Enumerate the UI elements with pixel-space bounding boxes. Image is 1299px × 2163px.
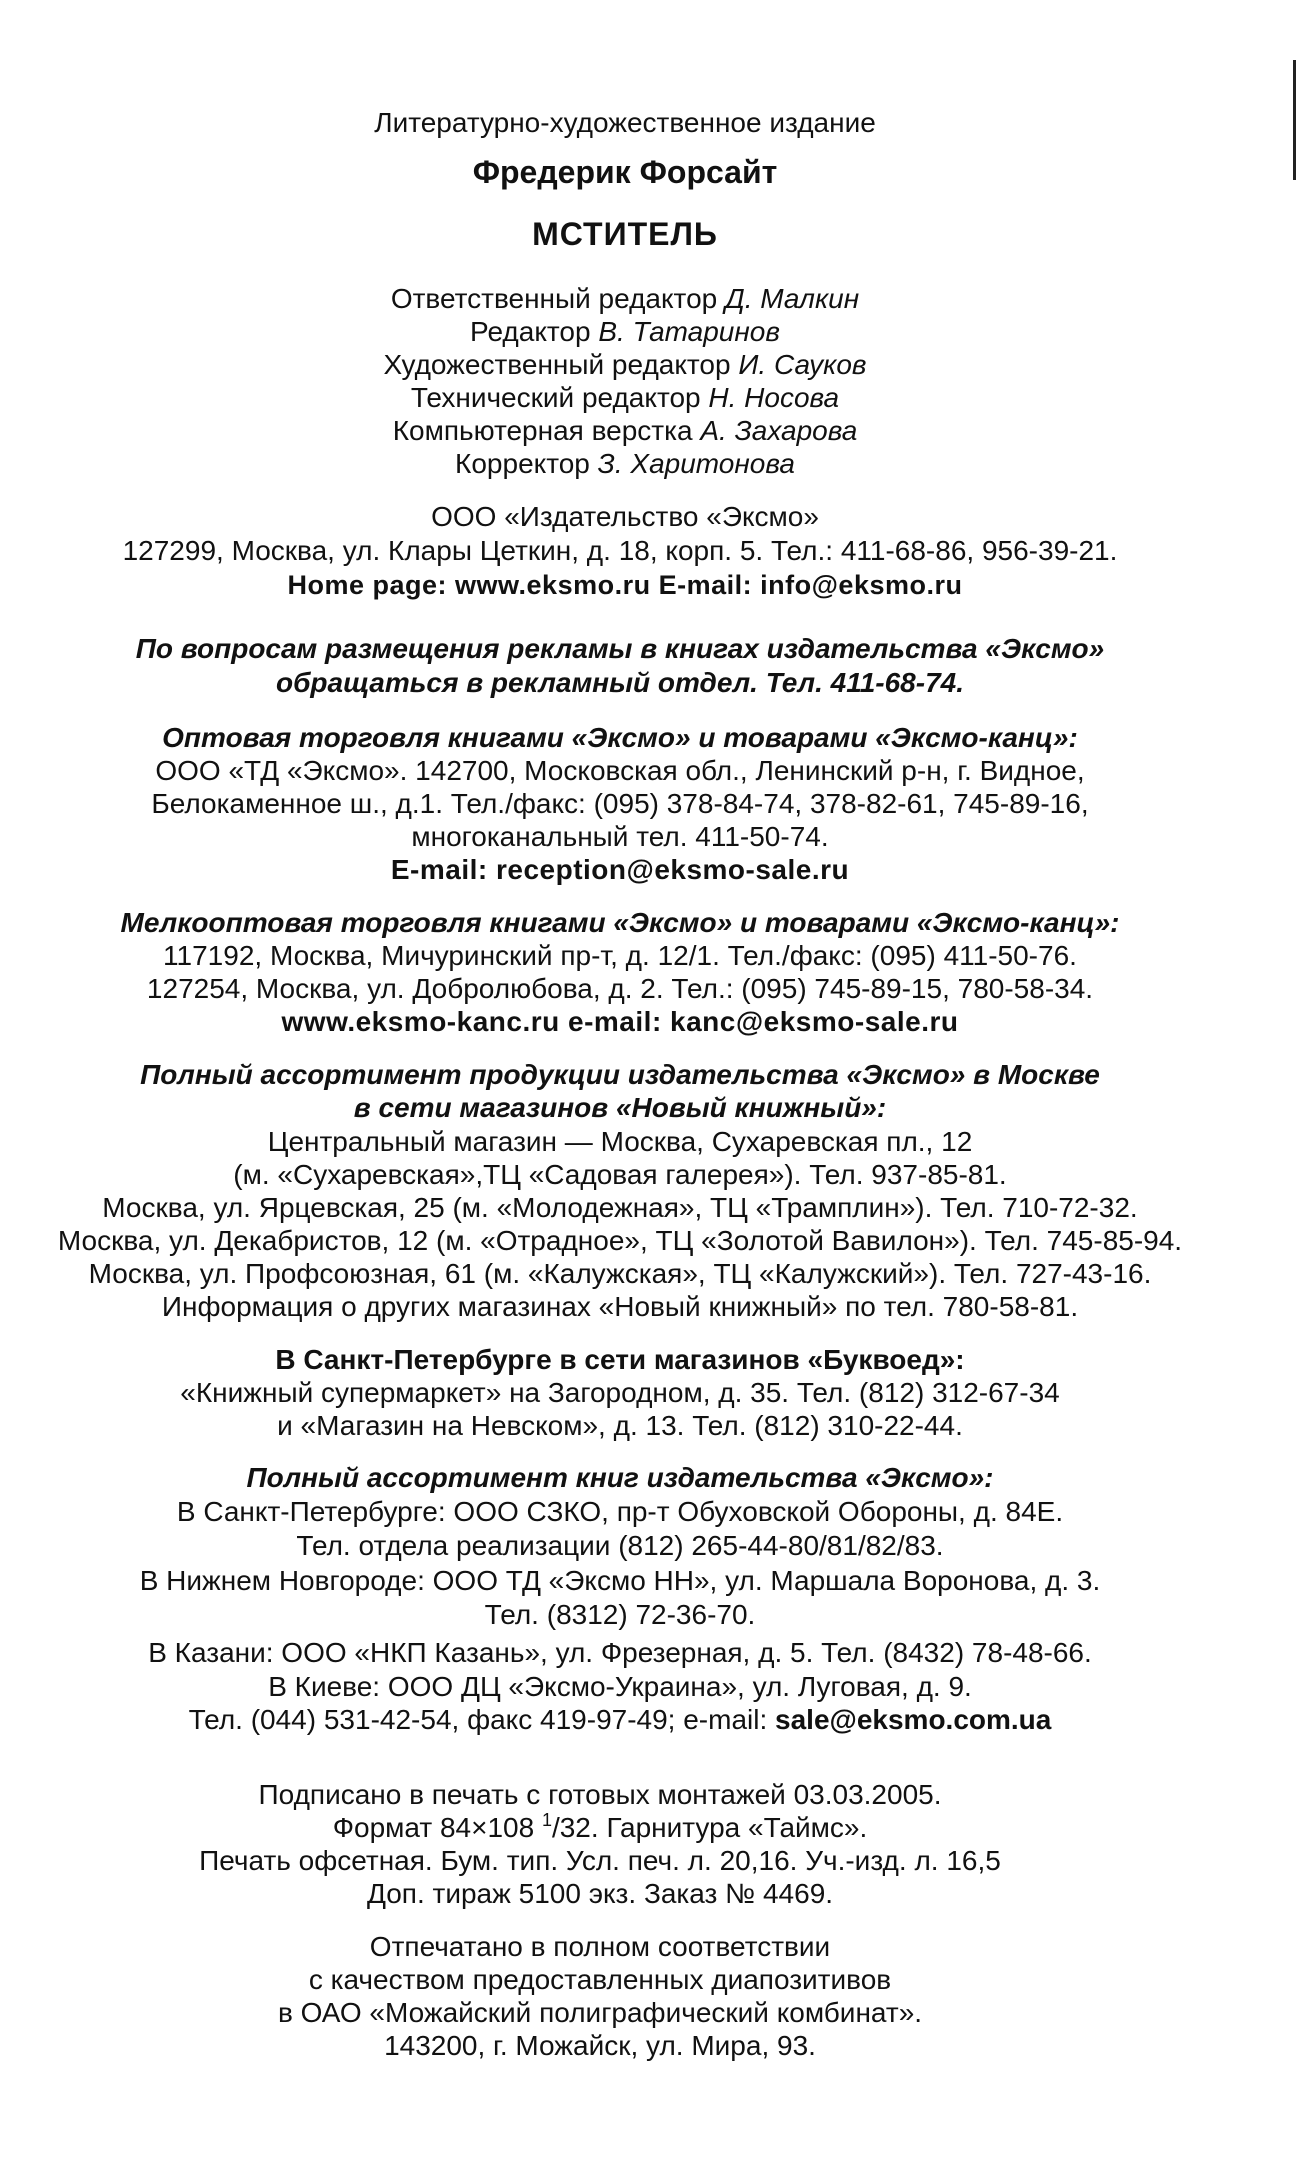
publisher-web: Home page: www.eksmo.ru E-mail: info@eksmo.ru (287, 570, 963, 600)
moscow-store-line: Центральный магазин — Москва, Сухаревская пл., 12 (267, 1126, 973, 1157)
spb-store-line: «Книжный супермаркет» на Загородном, д. 35. Тел. (812) 312-67-34 (180, 1377, 1060, 1408)
assortment-line: Тел. (8312) 72-36-70. (484, 1599, 756, 1630)
small-wholesale-heading: Мелкооптовая торговля книгами «Эксмо» и товарами «Эксмо-канц»: (120, 907, 1120, 938)
credit-name: Д. Малкин (725, 283, 860, 314)
credit-role: Корректор (455, 448, 590, 479)
moscow-store-line: Москва, ул. Ярцевская, 25 (м. «Молодежная», ТЦ «Трамплин»). Тел. 710-72-32. (102, 1192, 1138, 1223)
assortment-line-kiev-contacts (20, 1703, 1220, 1736)
credit-role: Технический редактор (410, 382, 701, 413)
moscow-stores-heading-1: Полный ассортимент продукции издательства «Эксмо» в Москве (140, 1059, 1100, 1090)
author-name: Фредерик Форсайт (472, 154, 778, 190)
assortment-line: В Нижнем Новгороде: ООО ТД «Эксмо НН», ул. Маршала Воронова, д. 3. (139, 1565, 1101, 1596)
moscow-store-line: Москва, ул. Декабристов, 12 (м. «Отрадное», ТЦ «Золотой Вавилон»). Тел. 745-85-94. (57, 1225, 1183, 1256)
printer-address: 143200, г. Можайск, ул. Мира, 93. (384, 2030, 816, 2061)
small-wholesale-line-2: 127254, Москва, ул. Добролюбова, д. 2. Тел.: (095) 745-89-15, 780-58-34. (146, 973, 1094, 1004)
credit-role: Компьютерная верстка (392, 415, 693, 446)
moscow-store-line: Москва, ул. Профсоюзная, 61 (м. «Калужская», ТЦ «Калужский»). Тел. 727-43-16. (88, 1258, 1152, 1289)
format-fraction-denominator: /32 (551, 1812, 591, 1843)
credit-role: Художественный редактор (383, 349, 731, 380)
imprint-line: Доп. тираж 5100 экз. Заказ № 4469. (366, 1878, 834, 1909)
imprint-line: Печать офсетная. Бум. тип. Усл. печ. л. 20,16. Уч.-изд. л. 16,5 (199, 1845, 1001, 1876)
edition-type: Литературно-художественное издание (374, 107, 876, 138)
small-wholesale-web: www.eksmo-kanc.ru e-mail: kanc@eksmo-sale.ru (281, 1006, 959, 1037)
printer-line: с качеством предоставленных диапозитивов (308, 1964, 892, 1995)
imprint-format: Формат 84×108 (332, 1812, 542, 1843)
wholesale-line-2: Белокаменное ш., д.1. Тел./факс: (095) 378-84-74, 378-82-61, 745-89-16, (151, 788, 1089, 819)
kiev-phones: Тел. (044) 531-42-54, факс 419-97-49; e-mail: (188, 1704, 776, 1735)
credit-line (25, 315, 1225, 348)
credit-line (25, 282, 1225, 315)
assortment-line: В Санкт-Петербурге: ООО СЗКО, пр-т Обуховской Обороны, д. 84Е. (176, 1496, 1064, 1527)
publisher-name: ООО «Издательство «Эксмо» (431, 501, 819, 532)
moscow-store-line: Информация о других магазинах «Новый книжный» по тел. 780-58-81. (161, 1291, 1079, 1322)
credit-name: А. Захарова (700, 415, 858, 446)
page-edge-mark (1293, 60, 1296, 180)
moscow-store-line: (м. «Сухаревская»,ТЦ «Садовая галерея»). Тел. 937-85-81. (233, 1159, 1007, 1190)
imprint-typeface: . Гарнитура «Таймс». (590, 1812, 868, 1843)
spb-stores-heading: В Санкт-Петербурге в сети магазинов «Буквоед»: (275, 1344, 965, 1375)
small-wholesale-line-1: 117192, Москва, Мичуринский пр-т, д. 12/1. Тел./факс: (095) 411-50-76. (163, 940, 1077, 971)
full-assortment-heading: Полный ассортимент книг издательства «Эксмо»: (246, 1462, 994, 1493)
kiev-email: sale@eksmo.com.ua (775, 1704, 1052, 1735)
advertising-line-2: обращаться в рекламный отдел. Тел. 411-68-74. (275, 667, 964, 698)
imprint-line: Подписано в печать с готовых монтажей 03.03.2005. (258, 1779, 942, 1810)
credit-name: Н. Носова (708, 382, 840, 413)
wholesale-line-1: ООО «ТД «Эксмо». 142700, Московская обл., Ленинский р-н, г. Видное, (155, 755, 1085, 786)
credit-name: В. Татаринов (598, 316, 780, 347)
spb-store-line: и «Магазин на Невском», д. 13. Тел. (812) 310-22-44. (277, 1410, 963, 1441)
book-title: МСТИТЕЛЬ (532, 216, 718, 252)
wholesale-line-3: многоканальный тел. 411-50-74. (411, 821, 829, 852)
credit-name: И. Сауков (738, 349, 867, 380)
assortment-line: В Казани: ООО «НКП Казань», ул. Фрезерная, д. 5. Тел. (8432) 78-48-66. (148, 1637, 1092, 1668)
assortment-line: Тел. отдела реализации (812) 265-44-80/81/82/83. (296, 1530, 944, 1561)
credit-line (25, 414, 1225, 447)
assortment-line: В Киеве: ООО ДЦ «Эксмо-Украина», ул. Луговая, д. 9. (268, 1671, 972, 1702)
format-fraction-numerator: 1 (541, 1810, 552, 1830)
printer-line: Отпечатано в полном соответствии (369, 1931, 831, 1962)
imprint-format-line (0, 1811, 1200, 1844)
credit-line (25, 447, 1225, 480)
advertising-line-1: По вопросам размещения рекламы в книгах издательства «Эксмо» (135, 633, 1105, 664)
wholesale-email: E-mail: reception@eksmo-sale.ru (390, 854, 850, 885)
credit-line (25, 381, 1225, 414)
credit-name: З. Харитонова (597, 448, 795, 479)
printer-line: в ОАО «Можайский полиграфический комбинат». (277, 1997, 923, 2028)
moscow-stores-heading-2: в сети магазинов «Новый книжный»: (353, 1092, 887, 1123)
publisher-address: 127299, Москва, ул. Клары Цеткин, д. 18, корп. 5. Тел.: 411-68-86, 956-39-21. (122, 535, 1118, 566)
credit-line (25, 348, 1225, 381)
credit-role: Ответственный редактор (390, 283, 718, 314)
wholesale-heading: Оптовая торговля книгами «Эксмо» и товарами «Эксмо-канц»: (162, 722, 1078, 753)
credit-role: Редактор (470, 316, 591, 347)
